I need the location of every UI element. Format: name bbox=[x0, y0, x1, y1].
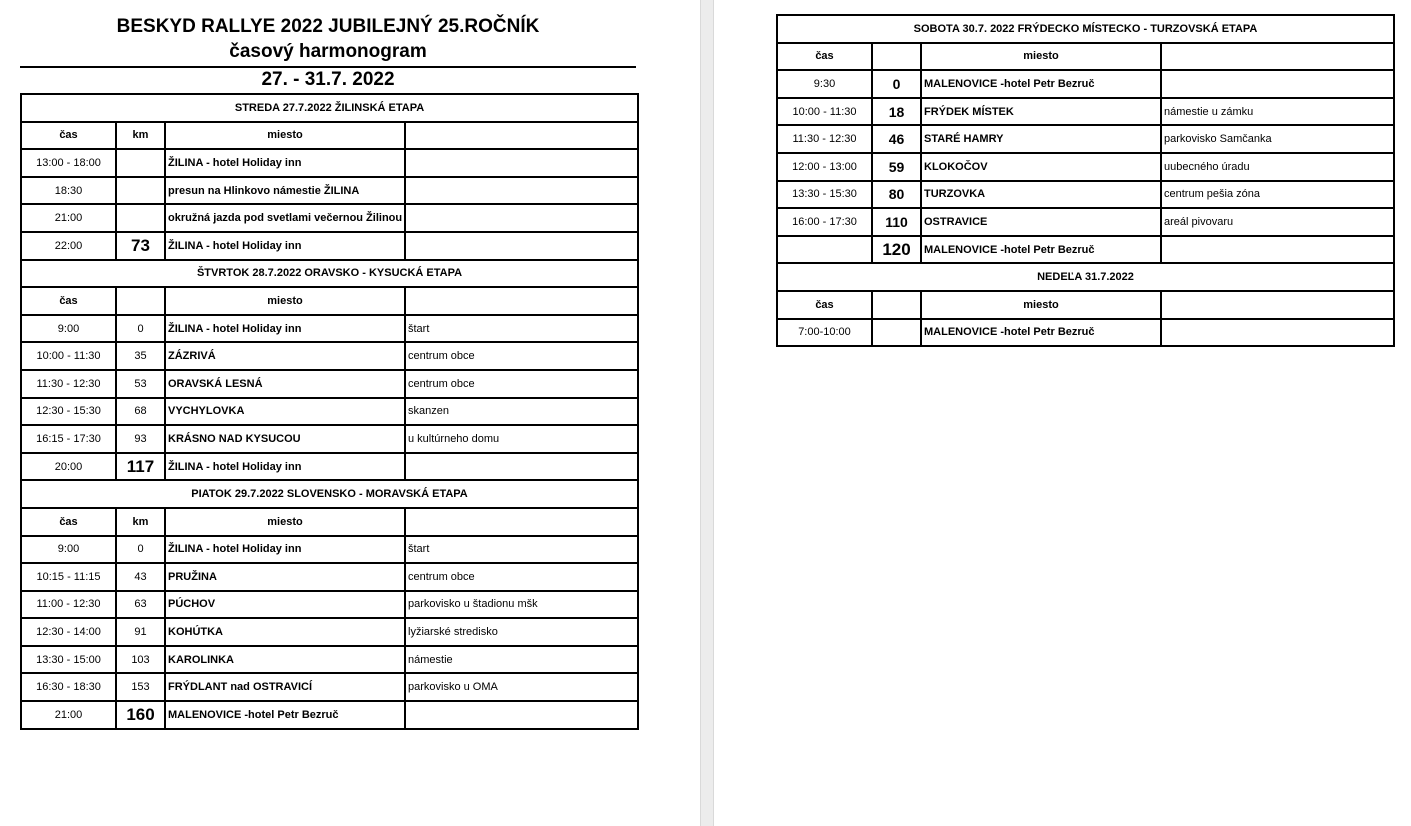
row-time: 13:30 - 15:30 bbox=[777, 181, 872, 209]
day-title: ŠTVRTOK 28.7.2022 ORAVSKO - KYSUCKÁ ETAPA bbox=[21, 260, 638, 288]
row-place: presun na Hlinkovo námestie ŽILINA bbox=[165, 177, 405, 205]
schedule-row bbox=[777, 319, 1394, 347]
row-time: 13:00 - 18:00 bbox=[21, 149, 116, 177]
schedule-row bbox=[21, 149, 638, 177]
schedule-row bbox=[21, 536, 638, 564]
row-km: 0 bbox=[116, 315, 165, 343]
row-km: 103 bbox=[116, 646, 165, 674]
row-note: uubecného úradu bbox=[1161, 153, 1394, 181]
row-place: ZÁZRIVÁ bbox=[165, 342, 405, 370]
row-place: FRÝDEK MÍSTEK bbox=[921, 98, 1161, 126]
row-place: KLOKOČOV bbox=[921, 153, 1161, 181]
row-time: 20:00 bbox=[21, 453, 116, 481]
row-km: 35 bbox=[116, 342, 165, 370]
row-note: centrum obce bbox=[405, 342, 638, 370]
header-note bbox=[1161, 43, 1394, 71]
schedule-row bbox=[21, 618, 638, 646]
schedule-row bbox=[21, 563, 638, 591]
row-time: 18:30 bbox=[21, 177, 116, 205]
schedule-row bbox=[21, 673, 638, 701]
row-km: 160 bbox=[116, 701, 165, 729]
header-time: čas bbox=[21, 508, 116, 536]
row-note: námestie u zámku bbox=[1161, 98, 1394, 126]
schedule-row bbox=[21, 342, 638, 370]
row-note: centrum pešia zóna bbox=[1161, 181, 1394, 209]
header-place: miesto bbox=[165, 287, 405, 315]
row-time: 11:00 - 12:30 bbox=[21, 591, 116, 619]
row-time: 21:00 bbox=[21, 204, 116, 232]
row-note bbox=[1161, 319, 1394, 347]
header-time: čas bbox=[777, 43, 872, 71]
day-title: PIATOK 29.7.2022 SLOVENSKO - MORAVSKÁ ETAPA bbox=[21, 480, 638, 508]
row-km: 46 bbox=[872, 125, 921, 153]
row-place: MALENOVICE -hotel Petr Bezruč bbox=[921, 236, 1161, 264]
row-km: 91 bbox=[116, 618, 165, 646]
header-place: miesto bbox=[165, 122, 405, 150]
schedule-row bbox=[777, 98, 1394, 126]
page-gutter bbox=[700, 0, 714, 826]
header-place: miesto bbox=[921, 43, 1161, 71]
header-km: km bbox=[116, 508, 165, 536]
schedule-row bbox=[21, 398, 638, 426]
row-time: 10:00 - 11:30 bbox=[21, 342, 116, 370]
schedule-row bbox=[21, 425, 638, 453]
row-note: parkovisko Samčanka bbox=[1161, 125, 1394, 153]
row-km bbox=[116, 149, 165, 177]
schedule-row bbox=[21, 701, 638, 729]
row-time: 16:15 - 17:30 bbox=[21, 425, 116, 453]
row-time: 12:30 - 15:30 bbox=[21, 398, 116, 426]
page-left bbox=[0, 0, 700, 826]
day-title-row bbox=[21, 260, 638, 288]
document-title: BESKYD RALLYE 2022 JUBILEJNÝ 25.ROČNÍK bbox=[116, 16, 540, 37]
row-note: centrum obce bbox=[405, 370, 638, 398]
row-place: KRÁSNO NAD KYSUCOU bbox=[165, 425, 405, 453]
schedule-row bbox=[21, 453, 638, 481]
row-note: štart bbox=[405, 536, 638, 564]
row-note bbox=[405, 232, 638, 260]
row-time: 10:15 - 11:15 bbox=[21, 563, 116, 591]
row-km: 0 bbox=[872, 70, 921, 98]
day-title-row bbox=[21, 94, 638, 122]
row-note bbox=[405, 149, 638, 177]
row-time: 21:00 bbox=[21, 701, 116, 729]
row-note bbox=[1161, 70, 1394, 98]
schedule-row bbox=[21, 204, 638, 232]
day-title-row bbox=[777, 15, 1394, 43]
row-time: 11:30 - 12:30 bbox=[21, 370, 116, 398]
row-time: 9:00 bbox=[21, 315, 116, 343]
row-place: ŽILINA - hotel Holiday inn bbox=[165, 315, 405, 343]
header-place: miesto bbox=[165, 508, 405, 536]
document-dates: 27. - 31.7. 2022 bbox=[261, 69, 395, 90]
schedule-row bbox=[21, 315, 638, 343]
row-note bbox=[405, 204, 638, 232]
row-note bbox=[405, 453, 638, 481]
row-place: FRÝDLANT nad OSTRAVICÍ bbox=[165, 673, 405, 701]
row-note: centrum obce bbox=[405, 563, 638, 591]
row-km: 68 bbox=[116, 398, 165, 426]
row-place: VYCHYLOVKA bbox=[165, 398, 405, 426]
header-km bbox=[116, 287, 165, 315]
schedule-row bbox=[21, 177, 638, 205]
row-time: 10:00 - 11:30 bbox=[777, 98, 872, 126]
row-note bbox=[1161, 236, 1394, 264]
header-km bbox=[872, 43, 921, 71]
row-km: 0 bbox=[116, 536, 165, 564]
row-note: parkovisko u OMA bbox=[405, 673, 638, 701]
row-km: 110 bbox=[872, 208, 921, 236]
row-place: ŽILINA - hotel Holiday inn bbox=[165, 232, 405, 260]
row-place: ŽILINA - hotel Holiday inn bbox=[165, 453, 405, 481]
row-place: KAROLINKA bbox=[165, 646, 405, 674]
row-km: 73 bbox=[116, 232, 165, 260]
row-place: MALENOVICE -hotel Petr Bezruč bbox=[165, 701, 405, 729]
row-place: PÚCHOV bbox=[165, 591, 405, 619]
row-km: 18 bbox=[872, 98, 921, 126]
row-km: 59 bbox=[872, 153, 921, 181]
row-note: skanzen bbox=[405, 398, 638, 426]
row-time: 9:30 bbox=[777, 70, 872, 98]
document-subtitle: časový harmonogram bbox=[229, 41, 427, 62]
row-km: 153 bbox=[116, 673, 165, 701]
row-km bbox=[872, 319, 921, 347]
schedule-row bbox=[21, 232, 638, 260]
schedule-table-right bbox=[776, 14, 1395, 347]
header-note bbox=[405, 122, 638, 150]
header-note bbox=[1161, 291, 1394, 319]
row-km: 43 bbox=[116, 563, 165, 591]
row-place: STARÉ HAMRY bbox=[921, 125, 1161, 153]
schedule-row bbox=[21, 591, 638, 619]
column-header-row bbox=[21, 122, 638, 150]
row-time bbox=[777, 236, 872, 264]
day-title: NEDEĽA 31.7.2022 bbox=[777, 263, 1394, 291]
row-time: 11:30 - 12:30 bbox=[777, 125, 872, 153]
day-title-row bbox=[777, 263, 1394, 291]
header-time: čas bbox=[21, 287, 116, 315]
row-km: 120 bbox=[872, 236, 921, 264]
row-place: MALENOVICE -hotel Petr Bezruč bbox=[921, 319, 1161, 347]
column-header-row bbox=[777, 43, 1394, 71]
schedule-row bbox=[777, 70, 1394, 98]
row-time: 12:30 - 14:00 bbox=[21, 618, 116, 646]
row-time: 22:00 bbox=[21, 232, 116, 260]
row-note bbox=[405, 177, 638, 205]
schedule-row bbox=[777, 153, 1394, 181]
row-note: štart bbox=[405, 315, 638, 343]
schedule-row bbox=[21, 646, 638, 674]
row-place: ORAVSKÁ LESNÁ bbox=[165, 370, 405, 398]
row-km bbox=[116, 204, 165, 232]
schedule-row bbox=[21, 370, 638, 398]
row-time: 13:30 - 15:00 bbox=[21, 646, 116, 674]
row-time: 7:00-10:00 bbox=[777, 319, 872, 347]
row-km bbox=[116, 177, 165, 205]
row-place: MALENOVICE -hotel Petr Bezruč bbox=[921, 70, 1161, 98]
schedule-row bbox=[777, 236, 1394, 264]
row-time: 16:30 - 18:30 bbox=[21, 673, 116, 701]
row-place: TURZOVKA bbox=[921, 181, 1161, 209]
row-km: 93 bbox=[116, 425, 165, 453]
row-place: ŽILINA - hotel Holiday inn bbox=[165, 149, 405, 177]
schedule-row bbox=[777, 125, 1394, 153]
row-note: lyžiarské stredisko bbox=[405, 618, 638, 646]
schedule-row bbox=[777, 181, 1394, 209]
row-place: ŽILINA - hotel Holiday inn bbox=[165, 536, 405, 564]
row-place: okružná jazda pod svetlami večernou Žilinou bbox=[165, 204, 405, 232]
column-header-row bbox=[21, 287, 638, 315]
header-time: čas bbox=[777, 291, 872, 319]
row-time: 12:00 - 13:00 bbox=[777, 153, 872, 181]
schedule-row bbox=[777, 208, 1394, 236]
day-title: SOBOTA 30.7. 2022 FRÝDECKO MÍSTECKO - TURZOVSKÁ ETAPA bbox=[777, 15, 1394, 43]
document-header bbox=[20, 14, 636, 92]
column-header-row bbox=[21, 508, 638, 536]
row-note: parkovisko u štadionu mšk bbox=[405, 591, 638, 619]
header-km bbox=[872, 291, 921, 319]
row-time: 9:00 bbox=[21, 536, 116, 564]
page-right bbox=[714, 0, 1411, 826]
header-time: čas bbox=[21, 122, 116, 150]
row-note: areál pivovaru bbox=[1161, 208, 1394, 236]
schedule-table-left bbox=[20, 93, 639, 730]
day-title-row bbox=[21, 480, 638, 508]
header-place: miesto bbox=[921, 291, 1161, 319]
row-place: KOHÚTKA bbox=[165, 618, 405, 646]
row-time: 16:00 - 17:30 bbox=[777, 208, 872, 236]
header-km: km bbox=[116, 122, 165, 150]
column-header-row bbox=[777, 291, 1394, 319]
header-note bbox=[405, 287, 638, 315]
row-note: námestie bbox=[405, 646, 638, 674]
row-km: 63 bbox=[116, 591, 165, 619]
row-note bbox=[405, 701, 638, 729]
row-km: 80 bbox=[872, 181, 921, 209]
row-note: u kultúrneho domu bbox=[405, 425, 638, 453]
row-km: 53 bbox=[116, 370, 165, 398]
row-place: OSTRAVICE bbox=[921, 208, 1161, 236]
header-note bbox=[405, 508, 638, 536]
row-place: PRUŽINA bbox=[165, 563, 405, 591]
row-km: 117 bbox=[116, 453, 165, 481]
day-title: STREDA 27.7.2022 ŽILINSKÁ ETAPA bbox=[21, 94, 638, 122]
